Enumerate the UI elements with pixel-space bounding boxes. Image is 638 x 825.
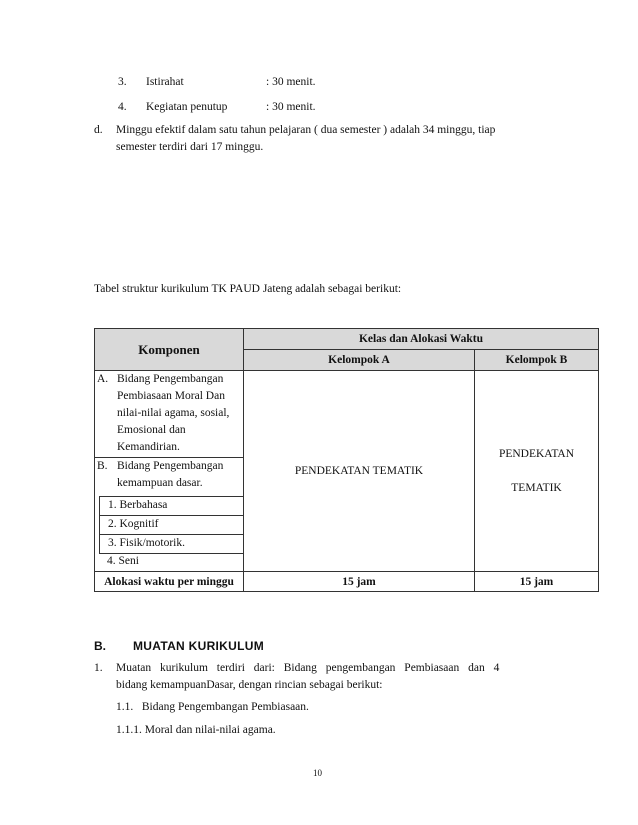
curriculum-table: [94, 328, 599, 592]
pendekatan-b-line2: TEMATIK: [511, 482, 562, 494]
sub-item: 4. Seni: [107, 555, 139, 567]
item-d-letter: d.: [94, 124, 103, 136]
komponen-cell: [95, 371, 244, 572]
section-b-line: kemampuan dasar.: [117, 477, 203, 489]
list-item-4-label: Kegiatan penutup: [146, 101, 228, 113]
item-d-line2: semester terdiri dari 17 minggu.: [116, 141, 264, 153]
list-item-4-num: 4.: [118, 101, 127, 113]
subsection-1-1: 1.1. Bidang Pengembangan Pembiasaan.: [116, 701, 309, 713]
sub-item-box: [99, 496, 244, 516]
item-d-line1: Minggu efektif dalam satu tahun pelajaran ( dua semester ) adalah 34 minggu, tiap: [116, 124, 496, 136]
section-a-line: Bidang Pengembangan: [117, 373, 224, 385]
section-a-letter: A.: [97, 373, 109, 385]
sub-item: 2. Kognitif: [108, 518, 159, 530]
sub-item-box: [99, 553, 242, 570]
pendekatan-b-cell: [475, 371, 599, 572]
sub-item: 3. Fisik/motorik.: [108, 537, 185, 549]
table-intro: Tabel struktur kurikulum TK PAUD Jateng adalah sebagai berikut:: [94, 283, 402, 295]
sub-item-box: [99, 515, 244, 535]
list-item-3-num: 3.: [118, 76, 127, 88]
pendekatan-b-line1: PENDEKATAN: [498, 448, 575, 460]
pendekatan-a: PENDEKATAN TEMATIK: [294, 465, 424, 477]
section-b-heading-title: MUATAN KURIKULUM: [133, 639, 264, 653]
section-b-line: Bidang Pengembangan: [117, 460, 224, 472]
list-item-4-value: : 30 menit.: [266, 101, 316, 113]
section-a: [95, 371, 243, 458]
list-item-3-label: Istirahat: [146, 76, 184, 88]
komponen-header: Komponen: [95, 329, 244, 371]
section-a-line: Kemandirian.: [117, 441, 180, 453]
para1-line1: Muatan kurikulum terdiri dari: Bidang pengembangan Pembiasaan dan 4: [116, 662, 500, 674]
alokasi-a: 15 jam: [244, 572, 475, 592]
section-a-line: Pembiasaan Moral Dan: [117, 390, 225, 402]
list-item-3-value: : 30 menit.: [266, 76, 316, 88]
para1-num: 1.: [94, 662, 103, 674]
subsection-1-1-1: 1.1.1. Moral dan nilai-nilai agama.: [116, 724, 276, 736]
sub-item: 1. Berbahasa: [108, 499, 168, 511]
kelompok-a-header: Kelompok A: [244, 350, 475, 371]
section-b-heading-letter: B.: [94, 639, 106, 653]
section-a-line: nilai-nilai agama, sosial,: [117, 407, 230, 419]
alokasi-label: Alokasi waktu per minggu: [95, 572, 244, 592]
section-a-line: Emosional dan: [117, 424, 186, 436]
section-b: [95, 458, 243, 496]
kelompok-b-header: Kelompok B: [475, 350, 599, 371]
section-b-letter: B.: [97, 460, 108, 472]
alokasi-b: 15 jam: [475, 572, 599, 592]
sub-item-box: [99, 534, 244, 554]
page-number: 10: [313, 768, 322, 778]
para1-line2: bidang kemampuanDasar, dengan rincian sebagai berikut:: [116, 679, 383, 691]
pendekatan-a-cell: [244, 371, 475, 572]
kelas-header: Kelas dan Alokasi Waktu: [244, 329, 599, 350]
